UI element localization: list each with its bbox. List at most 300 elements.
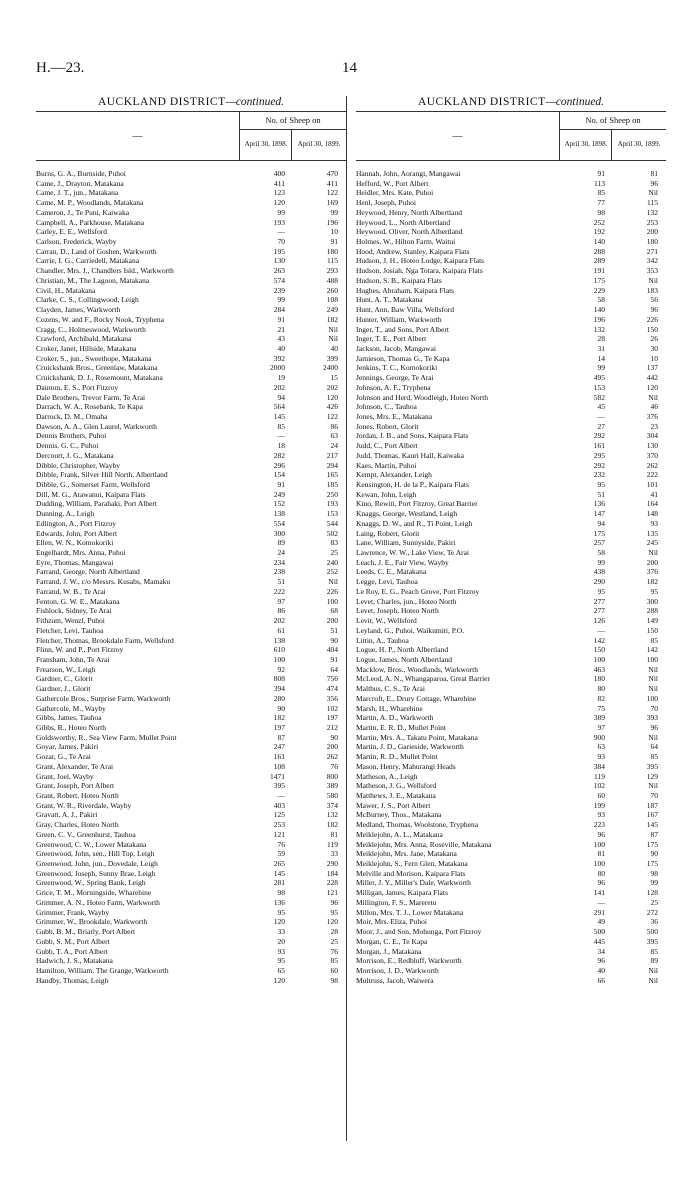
table-row: [36, 791, 346, 801]
sheep-1898: 95: [597, 480, 605, 489]
sheep-1898: 90: [277, 703, 285, 713]
owner-name: Miller, J. Y., Miller's Dale, Warkworth: [356, 878, 471, 888]
table-row: [356, 315, 666, 325]
sheep-1899: 85: [650, 752, 658, 762]
owner-name: Came, J. T., jun., Matakana: [36, 188, 119, 198]
sheep-1898: 289: [593, 256, 605, 266]
sheep-1899: 260: [326, 285, 338, 295]
owner-name: Goldsworthy, R., Sea View Farm, Mullet Point: [36, 732, 177, 742]
sheep-1898: 445: [593, 936, 605, 946]
table-row: [356, 723, 666, 733]
sheep-1898: 574: [273, 275, 285, 285]
table-row: [356, 237, 666, 247]
owner-name: Leach, J. E., Fair View, Wayby: [356, 557, 449, 567]
owner-name: Logue, James, North Albertland: [356, 654, 453, 664]
sheep-1898: 253: [273, 820, 285, 830]
table-row: [356, 626, 666, 636]
sheep-1899: 56: [650, 295, 658, 305]
sheep-1898: 292: [593, 431, 605, 441]
table-row: [356, 645, 666, 655]
sheep-1898: 196: [593, 314, 605, 324]
sheep-1899: 120: [326, 392, 338, 402]
table-row: [356, 840, 666, 850]
owner-name: Inger, T., and Sons, Port Albert: [356, 324, 449, 334]
table-row: [36, 179, 346, 189]
owner-name: Malthus, C. S., Te Arai: [356, 684, 425, 694]
sheep-1899: 10: [650, 353, 658, 363]
year-1899-header: April 30, 1899.: [291, 129, 346, 160]
sheep-1899: 169: [326, 198, 338, 208]
owner-name: Gubb, B. M., Briarly, Port Albert: [36, 927, 136, 937]
year-1898-header: April 30, 1898.: [239, 129, 292, 160]
table-row: [356, 801, 666, 811]
sheep-1899: 399: [326, 353, 338, 363]
table-row: [356, 636, 666, 646]
sheep-1899: 193: [326, 499, 338, 509]
owner-name: Medland, Thomas, Woolstone, Tryphena: [356, 820, 479, 830]
table-row: [356, 888, 666, 898]
sheep-1898: 282: [273, 450, 285, 460]
sheep-1898: 392: [273, 353, 285, 363]
owner-name: Frearson, W., Leigh: [36, 664, 96, 674]
sheep-1898: 495: [593, 373, 605, 383]
owner-name: Cameron, J., Te Puni, Kaiwaka: [36, 207, 130, 217]
sheep-1899: 132: [326, 810, 338, 820]
sheep-1899: 100: [326, 596, 338, 606]
sheep-1898: 27: [597, 421, 605, 431]
owner-name: Milligan, James, Kaipara Flats: [356, 888, 448, 898]
owner-name: Heywood, L., North Albertland: [356, 217, 451, 227]
sheep-1898: 96: [597, 878, 605, 888]
owner-name: Johnson, A. F., Tryphena: [356, 382, 431, 392]
sheep-1899: 36: [650, 917, 658, 927]
owner-name: Carrie, I. G., Carriedell, Matakana: [36, 256, 140, 266]
table-row: [356, 412, 666, 422]
sheep-1898: 81: [597, 849, 605, 859]
table-row: [356, 927, 666, 937]
sheep-1899: Nil: [648, 664, 658, 674]
sheep-1899: 76: [330, 946, 338, 956]
owner-name: Ellen, W. N., Komokoriki: [36, 538, 114, 548]
sheep-1899: 150: [646, 625, 658, 635]
sheep-1898: 86: [277, 606, 285, 616]
table-row: [36, 325, 346, 335]
sheep-1898: 140: [593, 305, 605, 315]
owner-name: Clayden, James, Warkworth: [36, 305, 121, 315]
sheep-1898: 252: [593, 217, 605, 227]
table-row: [36, 461, 346, 471]
sheep-1898: 61: [277, 625, 285, 635]
sheep-1899: 90: [330, 635, 338, 645]
owner-name: Fenton, G. W. E., Matakana: [36, 596, 120, 606]
table-row: [356, 373, 666, 383]
owner-name: Jenkins, T. C., Komokoriki: [356, 363, 438, 373]
year-1899-header: April 30, 1899.: [611, 129, 666, 160]
district-title: AUCKLAND DISTRICT: [97, 96, 226, 108]
sheep-1898: 98: [277, 888, 285, 898]
sheep-1899: 245: [646, 538, 658, 548]
owner-name: Martin, E. R. D., Mullet Point: [356, 722, 446, 732]
sheep-1898: 232: [593, 470, 605, 480]
sheep-1899: 121: [326, 888, 338, 898]
sheep-1899: 64: [650, 742, 658, 752]
sheep-1898: 140: [593, 237, 605, 247]
sheep-1898: 14: [597, 353, 605, 363]
right-column: [356, 95, 666, 985]
owner-name: Hood, Andrew, Stanley, Kaipara Flats: [356, 246, 470, 256]
sheep-1899: 99: [650, 878, 658, 888]
sheep-1899: 228: [326, 878, 338, 888]
owner-name: Carlson, Frederick, Wayby: [36, 237, 117, 247]
sheep-1899: 252: [326, 567, 338, 577]
sheep-1899: 15: [330, 373, 338, 383]
owner-name: Lawrence, W. W., Lake View, Te Arai: [356, 548, 470, 558]
sheep-1899: Nil: [328, 334, 338, 344]
owner-name: Farrand, J. W., c/o Messrs. Kusabs, Mamaku: [36, 577, 171, 587]
table-row: [356, 295, 666, 305]
sheep-1898: 291: [593, 907, 605, 917]
sheep-1898: 99: [277, 295, 285, 305]
table-row: [36, 480, 346, 490]
owner-name: Eyre, Thomas, Mangawai: [36, 557, 114, 567]
sheep-1899: 217: [326, 450, 338, 460]
district-suffix: —continued.: [225, 96, 285, 108]
sheep-1898: 95: [277, 956, 285, 966]
sheep-1899: 99: [330, 207, 338, 217]
sheep-1898: 58: [597, 295, 605, 305]
owner-name: Marsh, H., Wharehine: [356, 703, 423, 713]
sheep-1898: 154: [273, 470, 285, 480]
sheep-1899: 145: [646, 820, 658, 830]
sheep-1899: 135: [646, 528, 658, 538]
sheep-1898: 33: [277, 927, 285, 937]
sheep-1898: 34: [597, 946, 605, 956]
sheep-1899: 91: [330, 237, 338, 247]
sheep-1899: 253: [646, 217, 658, 227]
sheep-1898: 125: [273, 810, 285, 820]
table-row: [36, 966, 346, 976]
owner-name: Grant, Alexander, Te Arai: [36, 761, 114, 771]
table-row: [36, 752, 346, 762]
sheep-1898: 288: [593, 246, 605, 256]
sheep-1899: 100: [646, 693, 658, 703]
sheep-1899: Nil: [648, 965, 658, 975]
table-row: [356, 325, 666, 335]
sheep-1898: 265: [273, 859, 285, 869]
table-row: [356, 567, 666, 577]
owner-name: Chandler, Mrs. J., Chandlers Isld., Warkworth: [36, 266, 174, 276]
sheep-1899: 200: [326, 742, 338, 752]
table-row: [36, 917, 346, 927]
table-row: [36, 451, 346, 461]
table-row: [36, 558, 346, 568]
sheep-1898: 100: [593, 839, 605, 849]
sheep-1898: 199: [593, 800, 605, 810]
owner-name: Meiklejohn, S., Fern Glen, Matakana: [356, 859, 468, 869]
year-1898-header: April 30, 1898.: [559, 129, 612, 160]
owner-name: Millington, F. S., Mareretu: [356, 897, 437, 907]
table-row: [36, 772, 346, 782]
owner-name: Marcroft, E., Drury Cottage, Wharehine: [356, 693, 477, 703]
sheep-1899: 272: [646, 907, 658, 917]
table-row: [356, 908, 666, 918]
sheep-1898: 51: [277, 577, 285, 587]
sheep-1899: Nil: [648, 684, 658, 694]
table-row: [36, 354, 346, 364]
table-row: [356, 733, 666, 743]
sheep-1899: 404: [326, 645, 338, 655]
table-row: [36, 587, 346, 597]
sheep-1898: 257: [593, 538, 605, 548]
sheep-1899: 262: [326, 752, 338, 762]
sheep-1898: 463: [593, 664, 605, 674]
table-row: [36, 820, 346, 830]
owner-name: Knaggs, D. W., and R., Ti Point, Leigh: [356, 518, 473, 528]
district-title: AUCKLAND DISTRICT: [417, 96, 546, 108]
table-row: [356, 276, 666, 286]
table-row: [36, 441, 346, 451]
sheep-1898: 100: [593, 654, 605, 664]
owner-name: Lane, William, Sunnyside, Pakiri: [356, 538, 456, 548]
sheep-1898: 76: [277, 839, 285, 849]
sheep-1899: 370: [646, 450, 658, 460]
table-row: [36, 169, 346, 179]
table-row: [356, 188, 666, 198]
sheep-1899: Nil: [648, 548, 658, 558]
sheep-1898: 223: [593, 820, 605, 830]
table-row: [356, 354, 666, 364]
owner-name: Greenwood, C. W., Lower Matakana: [36, 839, 147, 849]
table-row: [36, 266, 346, 276]
owner-name: Hunt, Ann, Baw Villa, Wellsford: [356, 305, 455, 315]
sheep-1898: 182: [273, 713, 285, 723]
owner-name: Grant, Joel, Wayby: [36, 771, 94, 781]
owner-name: Hunt, A. T., Matakana: [356, 295, 423, 305]
table-row: [36, 704, 346, 714]
table-row: [36, 927, 346, 937]
table-row: [356, 266, 666, 276]
owner-name: Hamilton, William, The Grange, Warkworth: [36, 965, 169, 975]
owner-name: Croker, Janet, Hillside, Matakana: [36, 343, 137, 353]
sheep-1898: 389: [593, 713, 605, 723]
table-row: [356, 577, 666, 587]
sheep-1898: 93: [597, 752, 605, 762]
column-header: [356, 111, 666, 161]
owner-name: Logue, H. P., North Albertland: [356, 645, 449, 655]
sheep-1898: 2000: [270, 363, 285, 373]
sheep-1899: 262: [646, 460, 658, 470]
owner-name: Knaggs, George, Westland, Leigh: [356, 509, 458, 519]
sheep-1899: 180: [326, 246, 338, 256]
table-row: [36, 286, 346, 296]
owner-name: Morrison, E., Redbluff, Warkworth: [356, 956, 462, 966]
sheep-1899: Nil: [648, 975, 658, 985]
owner-name: Gardner, C., Glorit: [36, 674, 93, 684]
owner-name: Henl, Joseph, Puhoi: [356, 198, 416, 208]
sheep-1899: 101: [646, 480, 658, 489]
table-row: [356, 947, 666, 957]
sheep-1899: 85: [650, 635, 658, 645]
owner-name: Levit, W., Wellsford: [356, 616, 417, 626]
table-row: [356, 606, 666, 616]
table-row: [36, 976, 346, 986]
owner-name: Flinn, W. and P., Port Fitzroy: [36, 645, 124, 655]
sheep-1899: Nil: [648, 781, 658, 791]
table-row: [36, 490, 346, 500]
sheep-1899: 93: [650, 518, 658, 528]
sheep-1898: 94: [597, 518, 605, 528]
sheep-1898: 152: [273, 499, 285, 509]
sheep-1898: 108: [273, 761, 285, 771]
owner-name: Johnson, C., Tauhoa: [356, 402, 417, 412]
sheep-1898: 91: [277, 314, 285, 324]
sheep-1899: 28: [330, 927, 338, 937]
owner-name: McLeod, A. N., Whangaparoa, Great Barrier: [356, 674, 490, 684]
sheep-1898: 403: [273, 800, 285, 810]
sheep-1899: 89: [650, 956, 658, 966]
sheep-1899: 91: [330, 654, 338, 664]
sheep-1898: 70: [277, 237, 285, 247]
page-reference: H.—23.: [36, 60, 85, 76]
sheep-1899: 132: [646, 207, 658, 217]
sheep-1899: 70: [650, 791, 658, 800]
owner-name: Fishlock, Sidney, Te Arai: [36, 606, 112, 616]
sheep-1898: 141: [593, 888, 605, 898]
table-row: [356, 713, 666, 723]
table-row: [36, 713, 346, 723]
sheep-1898: 142: [593, 635, 605, 645]
sheep-1898: 92: [277, 664, 285, 674]
sheep-1898: 93: [597, 810, 605, 820]
sheep-1898: 89: [277, 538, 285, 548]
table-row: [356, 937, 666, 947]
sheep-1899: 150: [646, 324, 658, 334]
sheep-1899: 10: [330, 227, 338, 237]
owner-name: Hudson, Josiah, Nga Totara, Kaipara Flats: [356, 266, 483, 276]
table-row: [36, 499, 346, 509]
sheep-1898: 18: [277, 441, 285, 451]
table-row: [356, 499, 666, 509]
sheep-1899: 175: [646, 839, 658, 849]
sheep-1899: 96: [650, 722, 658, 732]
sheep-1899: 488: [326, 275, 338, 285]
sheep-1899: 200: [646, 557, 658, 567]
owner-name: Christian, M., The Lagoon, Matakana: [36, 275, 150, 285]
sheep-1899: 167: [646, 810, 658, 820]
sheep-1899: 800: [326, 771, 338, 781]
table-row: [36, 519, 346, 529]
table-row: [356, 976, 666, 986]
column-header: [36, 111, 346, 161]
sheep-1899: 46: [650, 402, 658, 412]
sheep-1899: 51: [330, 625, 338, 635]
owner-name: Greenwood, Joseph, Sunny Brae, Leigh: [36, 868, 156, 878]
sheep-1898: 234: [273, 557, 285, 567]
sheep-1899: 98: [330, 975, 338, 985]
sheep-1898: 43: [277, 334, 285, 344]
owner-name: Heidler, Mrs. Kate, Puhoi: [356, 188, 434, 198]
sheep-1899: 200: [646, 227, 658, 237]
table-row: [36, 830, 346, 840]
table-row: [36, 295, 346, 305]
sheep-1898: 98: [597, 207, 605, 217]
owner-name: Dennis, G. C., Puhoi: [36, 441, 99, 451]
sheep-1899: 395: [646, 761, 658, 771]
sheep-1898: 95: [597, 586, 605, 596]
sheep-1899: 389: [326, 781, 338, 791]
sheep-1898: 900: [593, 732, 605, 742]
owner-name: Fithzum, Wenzl, Puhoi: [36, 616, 105, 626]
table-row: [36, 412, 346, 422]
sheep-1899: 184: [326, 868, 338, 878]
sheep-1898: 24: [277, 548, 285, 558]
sheep-1899: 2400: [323, 363, 338, 373]
owner-name: Morgan, C. E., Te Kapa: [356, 936, 428, 946]
sheep-1899: Nil: [648, 732, 658, 742]
table-row: [36, 334, 346, 344]
table-row: [356, 198, 666, 208]
owner-name: Dennis Brothers, Puhoi: [36, 431, 107, 441]
sheep-1899: 96: [330, 897, 338, 907]
table-row: [356, 810, 666, 820]
sheep-1898: —: [277, 791, 285, 800]
table-row: [356, 966, 666, 976]
sheep-1899: 580: [326, 791, 338, 800]
owner-name: Levet, Joseph, Hoteo North: [356, 606, 439, 616]
table-row: [356, 402, 666, 412]
table-row: [36, 840, 346, 850]
sheep-1899: 25: [650, 897, 658, 907]
sheep-1899: 87: [650, 829, 658, 839]
sheep-1898: 808: [273, 674, 285, 684]
sheep-1899: 122: [326, 188, 338, 198]
owner-list: [356, 169, 666, 985]
sheep-1898: 202: [273, 382, 285, 392]
sheep-1899: 148: [646, 509, 658, 519]
sheep-1898: 500: [593, 927, 605, 937]
table-row: [36, 801, 346, 811]
table-row: [356, 830, 666, 840]
table-row: [36, 694, 346, 704]
table-row: [36, 422, 346, 432]
sheep-1898: 1471: [270, 771, 285, 781]
sheep-1898: 202: [273, 616, 285, 626]
sheep-1899: 120: [646, 382, 658, 392]
table-row: [36, 742, 346, 752]
table-row: [356, 781, 666, 791]
table-row: [356, 218, 666, 228]
sheep-1898: 121: [273, 829, 285, 839]
sheep-1898: 263: [273, 266, 285, 276]
owner-name: Hefford, W., Port Albert: [356, 178, 429, 188]
owner-name: Heywood, Henry, North Albertland: [356, 207, 462, 217]
sheep-1899: 41: [650, 489, 658, 499]
sheep-1898: 120: [273, 917, 285, 927]
sheep-1898: 120: [273, 975, 285, 985]
sheep-1898: 138: [273, 509, 285, 519]
sheep-1899: 197: [326, 713, 338, 723]
table-row: [36, 810, 346, 820]
owner-name: Meiklejohn, Mrs. Jane, Matakana: [356, 849, 457, 859]
table-row: [356, 256, 666, 266]
table-row: [356, 363, 666, 373]
table-row: [36, 538, 346, 548]
sheep-1899: 500: [646, 927, 658, 937]
sheep-1899: 249: [326, 305, 338, 315]
sheep-1899: 60: [330, 965, 338, 975]
sheep-1899: 182: [326, 314, 338, 324]
table-row: [36, 684, 346, 694]
